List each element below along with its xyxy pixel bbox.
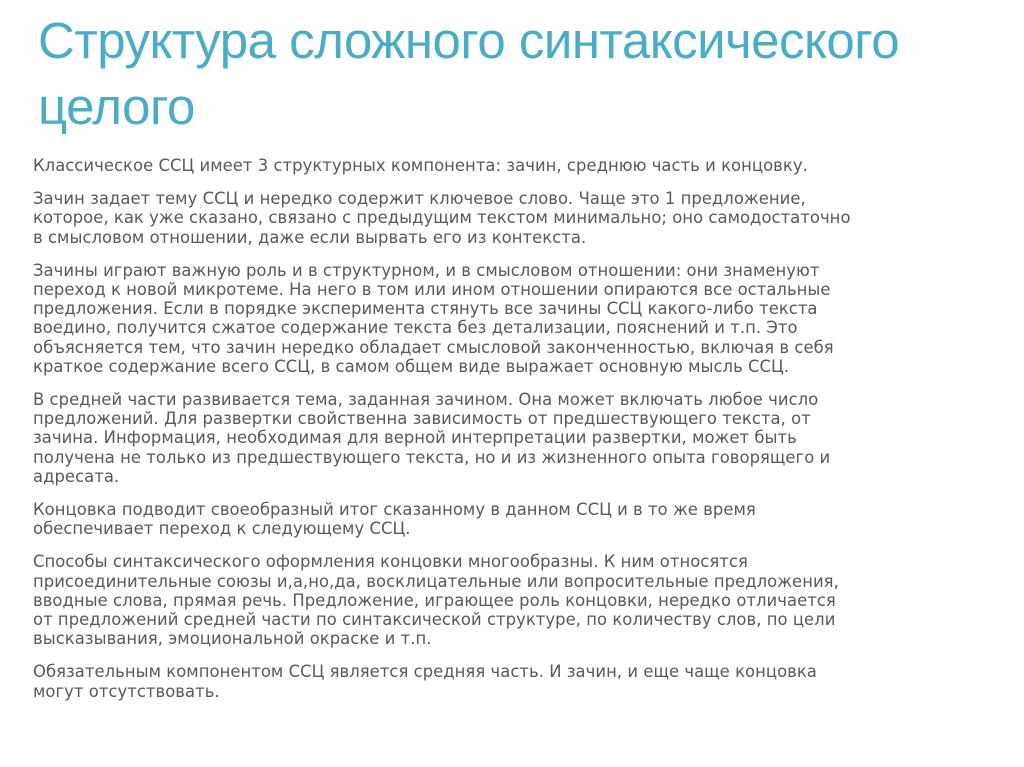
slide-body: [33, 156, 993, 715]
paragraph-structure-components: [33, 156, 993, 175]
paragraph-ending-methods: [33, 552, 993, 648]
text-line: которое, как уже сказано, связано с предыдущим текстом минимально; оно самодостаточно: [33, 208, 851, 228]
text-line: переход к новой микротеме. На него в том или ином отношении опираются все остальные: [33, 280, 831, 300]
text-line: Концовка подводит своеобразный итог сказанному в данном ССЦ и в то же время: [33, 500, 756, 520]
text-line: воедино, получится сжатое содержание текста без детализации, пояснений и т.п. Это: [33, 318, 798, 338]
text-line: адресата.: [33, 466, 120, 486]
text-line: могут отсутствовать.: [33, 681, 220, 701]
paragraph-ending-summary: [33, 500, 993, 538]
text-line: краткое содержание всего ССЦ, в самом общем виде выражает основную мысль ССЦ.: [33, 356, 790, 376]
text-line: предложений. Для развертки свойственна зависимость от предшествующего текста, от: [33, 409, 811, 429]
text-line: присоединительные союзы и,а,но,да, восклицательные или вопросительные предложения,: [33, 571, 839, 591]
text-line: от предложений средней части по синтаксической структуре, по количеству слов, по цели: [33, 610, 836, 630]
text-line: Зачин задает тему ССЦ и нередко содержит ключевое слово. Чаще это 1 предложение,: [33, 189, 806, 209]
paragraph-zachin-role: [33, 261, 993, 376]
text-line: в смысловом отношении, даже если вырвать его из контекста.: [33, 227, 587, 247]
paragraph-zachin-definition: [33, 189, 993, 247]
text-line: Способы синтаксического оформления концовки многообразны. К ним относятся: [33, 552, 748, 572]
text-line: высказывания, эмоциональной окраске и т.п.: [33, 629, 432, 649]
text-line: предложения. Если в порядке эксперимента стянуть все зачины ССЦ какого-либо текста: [33, 299, 818, 319]
slide-title-line: целого: [38, 78, 195, 135]
text-line: получена не только из предшествующего текста, но и из жизненного опыта говорящего и: [33, 447, 831, 467]
slide-title-line: Структура сложного синтаксического: [38, 12, 900, 69]
text-line: обеспечивает переход к следующему ССЦ.: [33, 519, 411, 539]
text-line: Зачины играют важную роль и в структурном, и в смысловом отношении: они знаменуют: [33, 260, 820, 280]
text-line: объясняется тем, что зачин нередко обладает смысловой законченностью, включая в себя: [33, 337, 834, 357]
paragraph-required-component: [33, 662, 993, 700]
text-line: В средней части развивается тема, заданная зачином. Она может включать любое число: [33, 390, 819, 410]
paragraph-middle-part: [33, 390, 993, 486]
text-line: зачина. Информация, необходимая для верной интерпретации развертки, может быть: [33, 428, 797, 448]
text-line: Классическое ССЦ имеет 3 структурных компонента: зачин, среднюю часть и концовку.: [33, 156, 808, 175]
text-line: вводные слова, прямая речь. Предложение, играющее роль концовки, нередко отличается: [33, 590, 836, 610]
text-line: Обязательным компонентом ССЦ является средняя часть. И зачин, и еще чаще концовка: [33, 662, 817, 682]
slide-title: [38, 8, 998, 140]
